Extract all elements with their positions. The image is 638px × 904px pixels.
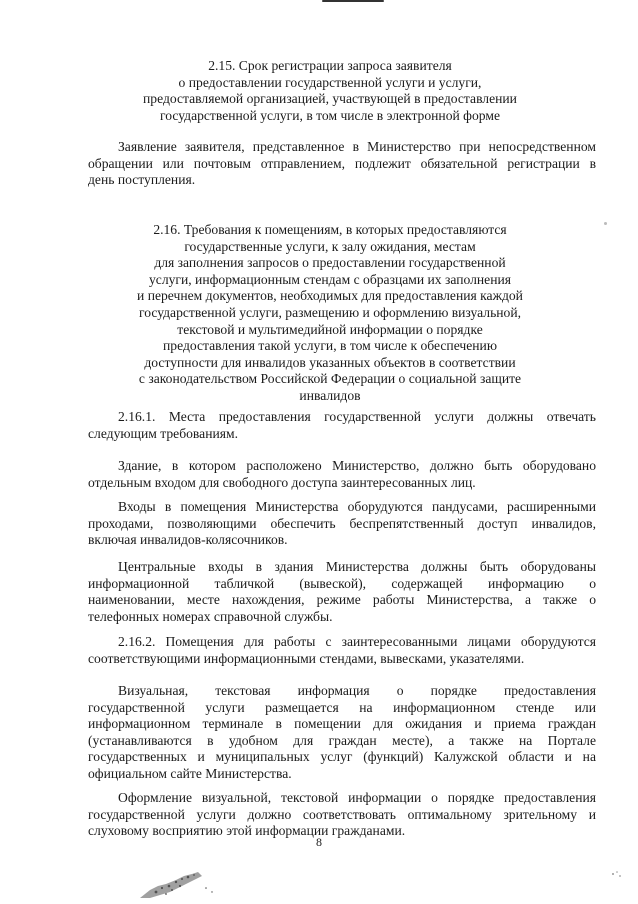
paragraph-entrances [88, 499, 596, 549]
heading-line: предоставляемой организацией, участвующей в предоставлении [143, 91, 517, 107]
heading-line: 2.15. Срок регистрации запроса заявителя [208, 58, 452, 73]
paragraph-line: 2.16.2. Помещения для работы с заинтересованными лицами оборудуются [118, 634, 596, 649]
heading-line: о предоставлении государственной услуги и услуги, [178, 74, 482, 90]
scan-artifact-top [322, 0, 384, 2]
paragraph-2-16-1 [88, 409, 596, 442]
paragraph-line: (устанавливаются в удобном для граждан месте), а также на Портале [88, 732, 596, 748]
paragraph-2-16-2 [88, 634, 596, 667]
heading-line: государственные услуги, к залу ожидания, местам [184, 238, 476, 254]
heading-line: услуги, информационным стендам с образцами их заполнения [148, 271, 512, 287]
scan-dot [604, 222, 607, 225]
heading-line: и перечнем документов, необходимых для предоставления каждой [137, 288, 523, 304]
paragraph-line: соответствующими информационными стендами, вывесками, указателями. [88, 650, 525, 666]
paragraph-building [88, 458, 596, 491]
paragraph-line: информационной табличкой (вывеской), содержащей информацию о [88, 575, 596, 591]
paragraph-line: официальном сайте Министерства. [88, 765, 292, 781]
heading-line: государственной услуги, размещению и оформлению визуальной, [138, 304, 522, 320]
paragraph-line: информационном терминале в помещении для ожидания и приема граждан [88, 716, 596, 732]
paragraph-line: Оформление визуальной, текстовой информации о порядке предоставления [118, 790, 596, 805]
paragraph-line: отдельным входом для свободного доступа заинтересованных лиц. [88, 474, 476, 490]
paragraph-line: телефонных номерах справочной службы. [88, 608, 333, 624]
paragraph-line: обращении или почтовым отправлением, подлежит обязательной регистрации в [88, 155, 596, 171]
paragraph-line: Визуальная, текстовая информация о порядке предоставления [118, 683, 596, 698]
paragraph-line: Центральные входы в здания Министерства должны быть оборудованы [118, 559, 596, 574]
heading-line: инвалидов [299, 387, 361, 403]
section-2-16-heading [60, 222, 600, 405]
paragraph-line: слуховому восприятию этой информации гражданами. [88, 823, 406, 839]
heading-line: 2.16. Требования к помещениям, в которых предоставляются [153, 222, 507, 237]
section-2-15-paragraph [88, 139, 596, 189]
section-2-15-heading [60, 58, 600, 124]
heading-line: предоставления такой услуги, в том числе к обеспечению [163, 338, 497, 354]
paragraph-central-entrances [88, 559, 596, 625]
paragraph-line: следующим требованиям. [88, 425, 239, 441]
heading-line: с законодательством Российской Федерации о социальной защите [138, 371, 522, 387]
paragraph-line: Заявление заявителя, представленное в Министерство при непосредственном [118, 139, 596, 154]
heading-line: текстовой и мультимедийной информации о порядке [177, 321, 483, 337]
scan-speck [610, 868, 624, 880]
page-number: 8 [316, 835, 322, 849]
scan-smudge-stamp [136, 868, 222, 900]
paragraph-line: государственной услуги должно соответствовать оптимальному зрительному и [88, 806, 596, 822]
paragraph-design [88, 790, 596, 840]
paragraph-line: 2.16.1. Места предоставления государственной услуги должны отвечать [118, 409, 596, 424]
heading-line: для заполнения запросов о предоставлении государственной [154, 255, 506, 271]
paragraph-line: наименовании, месте нахождения, режиме работы Министерства, а также о [88, 592, 596, 608]
paragraph-visual-info [88, 683, 596, 783]
paragraph-line: государственных и муниципальных услуг (функций) Калужской области и на [88, 749, 596, 765]
paragraph-line: включая инвалидов-колясочников. [88, 532, 288, 548]
paragraph-line: Здание, в котором расположено Министерство, должно быть оборудовано [118, 458, 596, 473]
heading-line: государственной услуги, в том числе в электронной форме [159, 107, 500, 123]
heading-line: доступности для инвалидов указанных объектов в соответствии [144, 354, 516, 370]
paragraph-line: Входы в помещения Министерства оборудуются пандусами, расширенными [118, 499, 596, 514]
paragraph-line: проходами, позволяющими обеспечить беспрепятственный доступ инвалидов, [88, 515, 596, 531]
paragraph-line: государственной услуги размещается на информационном стенде или [88, 699, 596, 715]
paragraph-line: день поступления. [88, 172, 196, 188]
